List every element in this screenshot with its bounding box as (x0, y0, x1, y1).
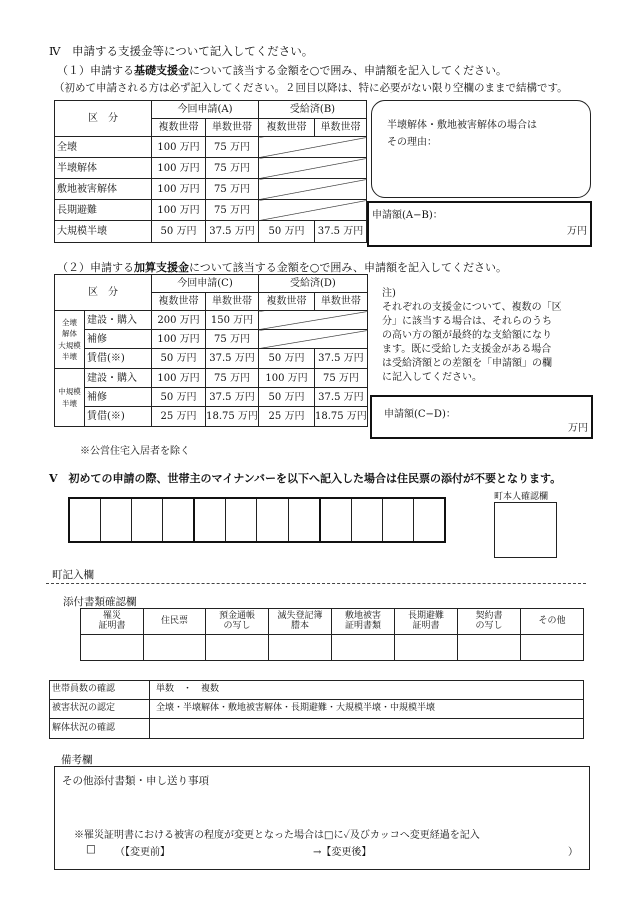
town-confirm-label: 町本人確認欄 (494, 492, 549, 502)
digit-box[interactable] (163, 499, 195, 541)
check-cell[interactable] (458, 635, 521, 661)
change-checkbox[interactable]: □ (86, 843, 96, 855)
digit-box[interactable] (70, 499, 101, 541)
amount-unit: 万円 (568, 423, 588, 434)
sub-multi: 複数世帯 (259, 293, 315, 311)
check-cell[interactable] (395, 635, 458, 661)
basic-support-table (54, 100, 367, 243)
amount-option[interactable]: 75 万円 (206, 330, 259, 349)
col-received-d: 受給済(D) (259, 275, 368, 293)
remarks-line: その他添付書類・申し送り事項 (62, 775, 209, 787)
amount-option[interactable]: 50 万円 (152, 349, 206, 369)
not-applicable-cell (259, 200, 367, 221)
amount-option[interactable]: 50 万円 (152, 221, 206, 243)
amount-option[interactable]: 37.5 万円 (315, 221, 367, 243)
amount-option[interactable]: 100 万円 (152, 179, 206, 200)
not-applicable-cell (259, 330, 368, 349)
amount-option[interactable]: 75 万円 (206, 200, 259, 221)
attach-col: 罹災 証明書 (81, 609, 144, 635)
col-kubun: 区 分 (55, 101, 152, 137)
section5-heading: Ⅴ 初めての申請の際、世帯主のマイナンバーを以下へ記入した場合は住民票の添付が不要となります。 (49, 472, 562, 485)
sub-single: 単数世帯 (206, 293, 259, 311)
amount-option[interactable]: 200 万円 (152, 311, 206, 330)
amount-option[interactable]: 100 万円 (152, 200, 206, 221)
town-info-table (49, 680, 584, 739)
amount-a-b-label: 申請額(A−B)： (372, 210, 443, 221)
amount-option[interactable]: 75 万円 (206, 158, 259, 179)
not-applicable-cell (259, 179, 367, 200)
row-label: 敷地被害解体 (55, 179, 152, 200)
row-label: 全壊 (55, 137, 152, 158)
check-cell[interactable] (332, 635, 395, 661)
amount-option[interactable]: 37.5 万円 (206, 388, 259, 407)
amount-option[interactable]: 75 万円 (206, 179, 259, 200)
attach-col: 滅失登記簿 謄本 (269, 609, 332, 635)
amount-option[interactable]: 100 万円 (152, 137, 206, 158)
row-label: 長期避難 (55, 200, 152, 221)
amount-option[interactable]: 50 万円 (259, 221, 315, 243)
amount-option[interactable]: 18.75 万円 (315, 407, 368, 427)
remarks-box[interactable] (54, 766, 590, 870)
sub-single: 単数世帯 (315, 119, 367, 137)
close-paren: ） (568, 847, 578, 858)
amount-option[interactable]: 37.5 万円 (206, 349, 259, 369)
town-confirm-box[interactable] (494, 502, 557, 558)
dashed-divider (46, 583, 586, 584)
reason-box[interactable] (371, 100, 591, 198)
not-applicable-cell (259, 311, 368, 330)
row-label: 賃借(※) (85, 349, 152, 369)
row-label: 半壊解体 (55, 158, 152, 179)
info-value[interactable] (150, 719, 584, 739)
info-value[interactable]: 単数 ・ 複数 (150, 681, 584, 700)
amount-option[interactable]: 37.5 万円 (315, 388, 368, 407)
row-label: 建設・購入 (85, 311, 152, 330)
info-label: 被害状況の認定 (50, 700, 150, 719)
digit-box[interactable] (289, 499, 321, 541)
public-housing-footnote: ※公営住宅入居者を除く (80, 446, 190, 457)
info-value[interactable]: 全壊・半壊解体・敷地被害解体・長期避難・大規模半壊・中規模半壊 (150, 700, 584, 719)
check-cell[interactable] (81, 635, 144, 661)
amount-option[interactable]: 100 万円 (152, 369, 206, 388)
addon-note: 注) それぞれの支援金について、複数の「区 分」に該当する場合は、それらのうち の高い方の額が最終的な支給額になり ます。既に受給した支援金がある場合 は受給済額との差額を「申請額」の欄 に記入してください。 (382, 288, 562, 383)
change-after-label: →【変更後】 (313, 847, 372, 858)
amount-option[interactable]: 75 万円 (206, 137, 259, 158)
attach-title: 添付書類確認欄 (63, 596, 137, 608)
amount-option[interactable]: 75 万円 (315, 369, 368, 388)
sub-single: 単数世帯 (206, 119, 259, 137)
addon-instruction: （２）申請する加算支援金について該当する金額を○で囲み、申請額を記入してください。 (57, 261, 508, 274)
row-label: 補修 (85, 388, 152, 407)
attach-col: 長期避難 証明書 (395, 609, 458, 635)
remarks-title: 備考欄 (61, 754, 93, 766)
change-before-label: （【変更前】 (115, 847, 170, 858)
attach-col: その他 (521, 609, 584, 635)
attach-col: 契約書 の写し (458, 609, 521, 635)
row-label: 補修 (85, 330, 152, 349)
digit-box[interactable] (226, 499, 257, 541)
amount-option[interactable]: 37.5 万円 (315, 349, 368, 369)
sub-single: 単数世帯 (315, 293, 368, 311)
digit-box[interactable] (414, 499, 444, 541)
amount-option[interactable]: 50 万円 (152, 388, 206, 407)
amount-c-d-box[interactable] (370, 395, 593, 439)
info-label: 世帯員数の確認 (50, 681, 150, 700)
remarks-note: ※罹災証明書における被害の程度が変更となった場合は□に✓及びカッコへ変更経過を記入 (74, 830, 480, 841)
mynumber-field[interactable] (68, 497, 446, 543)
attach-col: 預金通帳 の写し (206, 609, 269, 635)
not-applicable-cell (259, 137, 367, 158)
attach-col: 住民票 (144, 609, 206, 635)
amount-c-d-label: 申請額(C−D)： (384, 409, 456, 420)
town-heading: 町記入欄 (52, 569, 94, 581)
row-label: 建設・購入 (85, 369, 152, 388)
amount-option[interactable]: 25 万円 (152, 407, 206, 427)
amount-option[interactable]: 150 万円 (206, 311, 259, 330)
amount-option[interactable]: 37.5 万円 (206, 221, 259, 243)
reason-label: 半壊解体・敷地被害解体の場合は (387, 120, 537, 131)
amount-option[interactable]: 100 万円 (152, 330, 206, 349)
section4-heading: Ⅳ 申請する支援金等について記入してください。 (49, 44, 314, 58)
row-label: 賃借(※) (85, 407, 152, 427)
col-kubun: 区 分 (55, 275, 152, 311)
amount-unit: 万円 (567, 226, 587, 237)
check-cell[interactable] (521, 635, 584, 661)
col-current-a: 今回申請(A) (152, 101, 259, 119)
basic-instruction: （１）申請する基礎支援金について該当する金額を○で囲み、申請額を記入してください。 (57, 64, 508, 77)
digit-box[interactable] (101, 499, 132, 541)
reason-prompt: その理由： (387, 137, 437, 148)
amount-option[interactable]: 75 万円 (206, 369, 259, 388)
check-cell[interactable] (269, 635, 332, 661)
group-label-medium: 中規模 半壊 (55, 369, 85, 427)
group-label-major: 全壊 解体 大規模 半壊 (55, 311, 85, 369)
amount-option[interactable]: 18.75 万円 (206, 407, 259, 427)
col-current-c: 今回申請(C) (152, 275, 259, 293)
amount-a-b-box[interactable] (367, 201, 592, 247)
attachment-check-table (80, 608, 584, 661)
digit-box[interactable] (257, 499, 288, 541)
col-received-b: 受給済(B) (259, 101, 367, 119)
digit-box[interactable] (352, 499, 383, 541)
not-applicable-cell (259, 158, 367, 179)
amount-option[interactable]: 25 万円 (259, 407, 315, 427)
digit-box[interactable] (321, 499, 352, 541)
amount-option[interactable]: 50 万円 (259, 388, 315, 407)
digit-box[interactable] (383, 499, 414, 541)
amount-option[interactable]: 100 万円 (259, 369, 315, 388)
sub-multi: 複数世帯 (152, 119, 206, 137)
sub-multi: 複数世帯 (259, 119, 315, 137)
check-cell[interactable] (206, 635, 269, 661)
info-label: 解体状況の確認 (50, 719, 150, 739)
amount-option[interactable]: 50 万円 (259, 349, 315, 369)
digit-box[interactable] (195, 499, 226, 541)
attach-col: 敷地被害 証明書類 (332, 609, 395, 635)
basic-note: （初めて申請される方は必ず記入してください。２回目以降は、特に必要がない限り空欄のままで結構です。 (54, 82, 568, 94)
addon-support-table (54, 274, 368, 427)
check-cell[interactable] (144, 635, 206, 661)
digit-box[interactable] (132, 499, 163, 541)
amount-option[interactable]: 100 万円 (152, 158, 206, 179)
row-label: 大規模半壊 (55, 221, 152, 243)
sub-multi: 複数世帯 (152, 293, 206, 311)
